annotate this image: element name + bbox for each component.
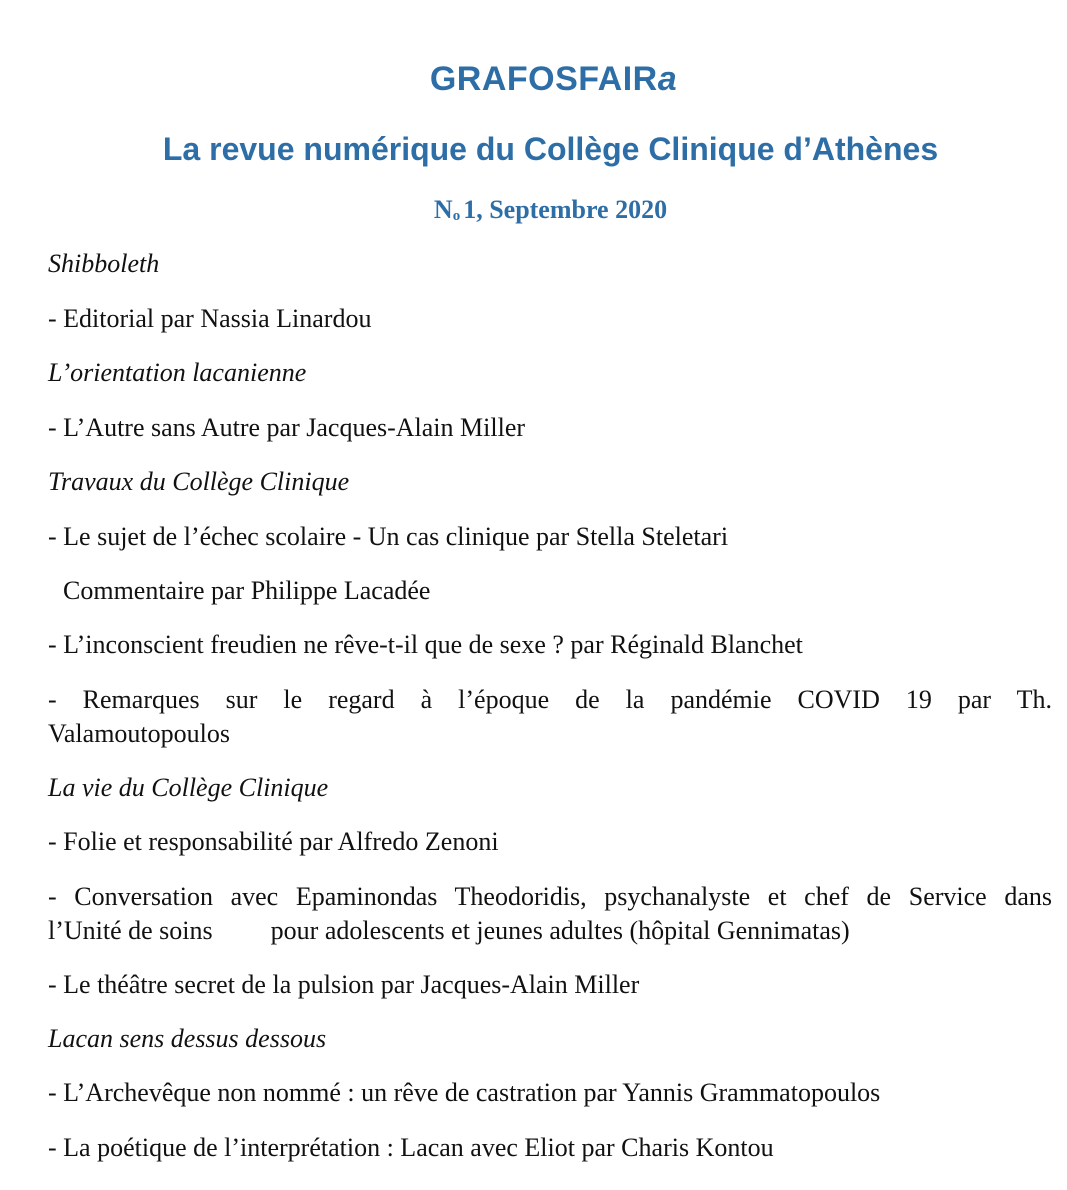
toc-entry-echec-scolaire: - Le sujet de l’échec scolaire - Un cas clinique par Stella Steletari	[48, 522, 729, 551]
toc-entry-inconscient-freudien: - L’inconscient freudien ne rêve-t-il que de sexe ? par Réginald Blanchet	[48, 630, 803, 659]
journal-title	[0, 56, 1067, 102]
section-heading-travaux: Travaux du Collège Clinique	[48, 467, 350, 496]
toc-entry-conversation-cont	[48, 914, 1052, 948]
journal-title-main: GRAFOSFAIR	[429, 60, 658, 98]
toc-entry-conversation-cont-a: l’Unité de soins	[48, 916, 213, 945]
toc-entry-regard-pandemie: - Remarques sur le regard à l’époque de la pandémie COVID 19 par Th.	[48, 685, 1052, 714]
section-heading-orientation: L’orientation lacanienne	[48, 358, 307, 387]
issue-rest: 1, Septembre 2020	[463, 195, 668, 224]
toc-entry-archeveque: - L’Archevêque non nommé : un rêve de castration par Yannis Grammatopoulos	[48, 1078, 881, 1107]
section-heading-lacan-sens: Lacan sens dessus dessous	[48, 1024, 327, 1053]
issue-prefix: N	[433, 195, 453, 224]
issue-sup: o	[452, 208, 461, 224]
toc-entry-theatre-secret: - Le théâtre secret de la pulsion par Jacques-Alain Miller	[48, 970, 640, 999]
toc-entry-poetique: - La poétique de l’interprétation : Lacan avec Eliot par Charis Kontou	[48, 1133, 774, 1162]
issue-line	[0, 193, 1067, 227]
toc-entry-autre-sans-autre: - L’Autre sans Autre par Jacques-Alain Miller	[48, 413, 526, 442]
journal-subtitle: La revue numérique du Collège Clinique d’Athènes	[162, 131, 939, 167]
toc-entry-conversation-cont-b: pour adolescents et jeunes adultes (hôpital Gennimatas)	[270, 916, 850, 945]
journal-title-suffix: a	[657, 60, 678, 98]
toc-entry-regard-pandemie-author: Valamoutopoulos	[48, 719, 230, 748]
toc-entry-commentaire: Commentaire par Philippe Lacadée	[63, 576, 431, 605]
toc-entry-folie-responsabilite: - Folie et responsabilité par Alfredo Zenoni	[48, 827, 499, 856]
section-heading-vie-college: La vie du Collège Clinique	[48, 773, 329, 802]
toc-entry-editorial: - Editorial par Nassia Linardou	[48, 304, 372, 333]
toc-entry-conversation: - Conversation avec Epaminondas Theodoridis, psychanalyste et chef de Service dans	[48, 882, 1052, 911]
section-heading-shibboleth: Shibboleth	[48, 249, 160, 278]
